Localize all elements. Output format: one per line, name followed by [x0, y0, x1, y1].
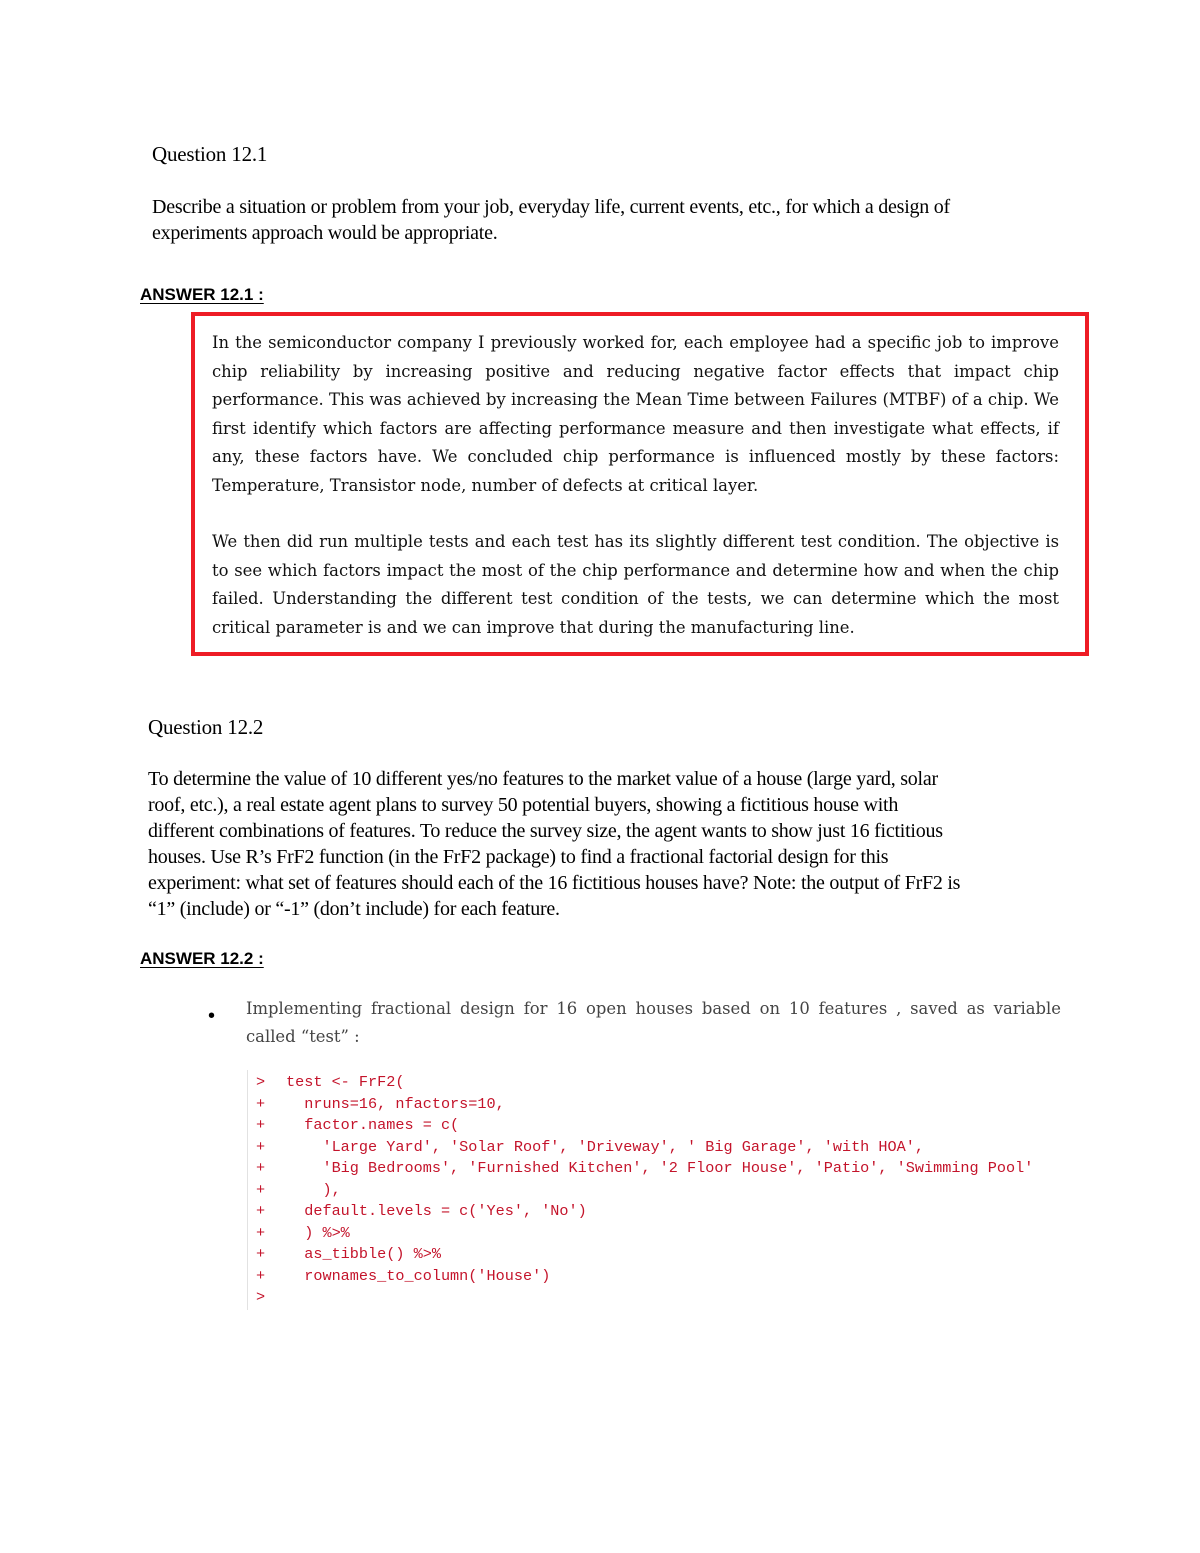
console-line: [248, 1223, 350, 1244]
answer-12-1-label: ANSWER 12.1 :: [140, 285, 264, 304]
console-prompt: +: [256, 1202, 266, 1220]
question-12-2-line: To determine the value of 10 different yes/no features to the market value of a house (large yard, solar: [148, 768, 938, 790]
question-12-2-text: [148, 766, 1068, 922]
console-prompt: +: [256, 1245, 266, 1263]
console-prompt: >: [256, 1073, 266, 1091]
answer-12-2-label: ANSWER 12.2 :: [140, 949, 264, 968]
console-line: [248, 1072, 404, 1093]
console-prompt: +: [256, 1267, 266, 1285]
console-code: rownames_to_column('House'): [286, 1267, 551, 1285]
r-console-code-block: [247, 1070, 1198, 1310]
console-prompt: +: [256, 1159, 266, 1177]
console-prompt: +: [256, 1138, 266, 1156]
console-code: test <- FrF2(: [286, 1073, 405, 1091]
console-line: [248, 1137, 924, 1158]
question-12-2-line: experiment: what set of features should each of the 16 fictitious houses have? Note: the output of FrF2 is: [148, 872, 961, 894]
console-code: 'Large Yard', 'Solar Roof', 'Driveway', ' Big Garage', 'with HOA',: [286, 1138, 924, 1156]
console-line: [248, 1201, 587, 1222]
console-line: [248, 1244, 441, 1265]
console-line: [248, 1180, 341, 1201]
answer-12-2-bullet-text: Implementing fractional design for 16 open houses based on 10 features , saved as variable called “test” :: [246, 999, 1061, 1046]
console-code: 'Big Bedrooms', 'Furnished Kitchen', '2 Floor House', 'Patio', 'Swimming Pool': [286, 1159, 1034, 1177]
question-12-2-line: houses. Use R’s FrF2 function (in the FrF2 package) to find a fractional factorial design for this: [148, 846, 889, 868]
question-12-2-title: Question 12.2: [148, 715, 264, 739]
console-line: [248, 1158, 1033, 1179]
console-prompt: +: [256, 1095, 266, 1113]
console-line: [248, 1266, 550, 1287]
question-12-2-line: roof, etc.), a real estate agent plans to survey 50 potential buyers, showing a fictitious house with: [148, 794, 899, 816]
console-line: [248, 1115, 459, 1136]
console-prompt: +: [256, 1116, 266, 1134]
console-code: ),: [286, 1181, 341, 1199]
console-code: factor.names = c(: [286, 1116, 460, 1134]
question-12-1-line: experiments approach would be appropriate.: [152, 222, 498, 244]
console-prompt: +: [256, 1181, 266, 1199]
console-code: default.levels = c('Yes', 'No'): [286, 1202, 587, 1220]
console-prompt: >: [256, 1288, 266, 1306]
answer-12-1-paragraph-1: In the semiconductor company I previously worked for, each employee had a specific job to improve chip reliability by increasing positive and reducing negative factor effects that impact chip performance. This was achieved by increasing the Mean Time between Failures (MTBF) of a chip. We first identify which factors are affecting performance measure and then investigate what effects, if any, these factors have. We concluded chip performance is influenced mostly by these factors: Temperature, Transistor node, number of defects at critical layer.: [212, 333, 1059, 495]
answer-12-1-paragraph-2: We then did run multiple tests and each test has its slightly different test condition. The objective is to see which factors impact the most of the chip performance and determine how and when the chip failed. Understanding the different test condition of the tests, we can determine which the most critical parameter is and we can improve that during the manufacturing line.: [212, 532, 1059, 637]
bullet-icon: •: [208, 1005, 216, 1027]
console-code: nruns=16, nfactors=10,: [286, 1095, 505, 1113]
question-12-1-text: [152, 194, 1052, 246]
question-12-2-line: “1” (include) or “-1” (don’t include) for each feature.: [148, 898, 560, 920]
question-12-1-title: Question 12.1: [152, 142, 268, 166]
console-code: as_tibble() %>%: [286, 1245, 441, 1263]
question-12-1-line: Describe a situation or problem from your job, everyday life, current events, etc., for which a design of: [152, 196, 950, 218]
console-line: [248, 1287, 286, 1308]
console-line: [248, 1094, 505, 1115]
console-code: ) %>%: [286, 1224, 350, 1242]
console-prompt: +: [256, 1224, 266, 1242]
question-12-2-line: different combinations of features. To reduce the survey size, the agent wants to show just 16 fictitious: [148, 820, 943, 842]
